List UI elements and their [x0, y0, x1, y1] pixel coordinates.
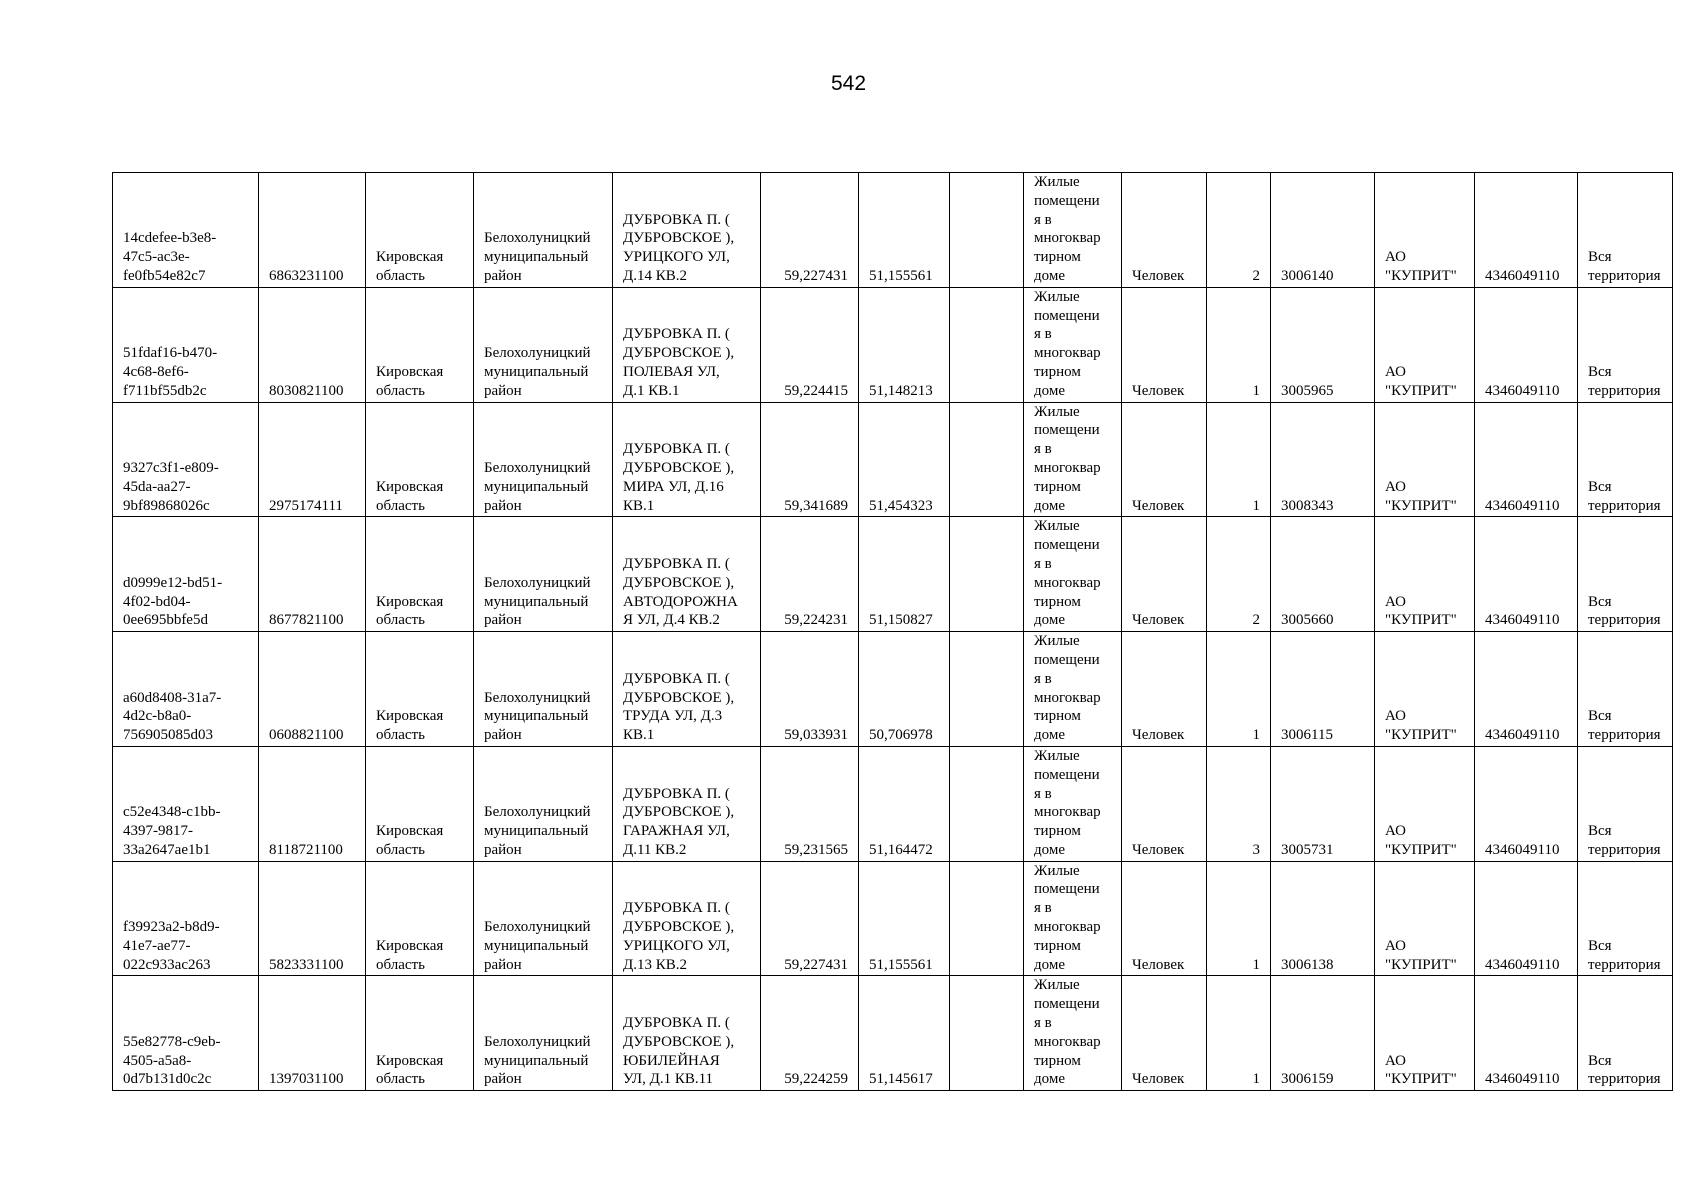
cell-territory — [1578, 861, 1673, 976]
cell-address — [613, 746, 761, 861]
cell-count-text: 2 — [1252, 612, 1260, 629]
cell-premises-type — [1024, 746, 1122, 861]
cell-district — [474, 173, 613, 288]
cell-unit — [1122, 632, 1207, 747]
cell-organization — [1375, 287, 1475, 402]
cell-latitude — [761, 861, 859, 976]
cell-empty — [950, 517, 1024, 632]
cell-inn-text: 4346049110 — [1485, 727, 1560, 744]
cell-region — [366, 632, 474, 747]
cell-region-text: Кировская область — [376, 593, 444, 629]
cell-organization-text: АО "КУПРИТ" — [1385, 363, 1457, 399]
cell-territory — [1578, 402, 1673, 517]
cell-address-text: ДУБРОВКА П. ( ДУБРОВСКОЕ ), УРИЦКОГО УЛ, Д.13 КВ.2 — [623, 900, 735, 973]
cell-latitude-text: 59,224231 — [784, 612, 848, 629]
cell-latitude-text: 59,227431 — [784, 956, 848, 973]
cell-code-text: 6863231100 — [269, 267, 344, 284]
cell-longitude-text: 51,145617 — [869, 1071, 933, 1088]
cell-id-text: d0999e12-bd51- 4f02-bd04- 0ee695bbfe5d — [123, 574, 223, 629]
cell-premises-type — [1024, 517, 1122, 632]
cell-premises-type — [1024, 632, 1122, 747]
cell-code-text: 0608821100 — [269, 727, 344, 744]
cell-district-text: Белохолуницкий муниципальный район — [484, 919, 591, 973]
cell-address — [613, 173, 761, 288]
cell-id-text: f39923a2-b8d9- 41e7-ae77- 022c933ac263 — [123, 919, 220, 973]
cell-longitude-text: 51,164472 — [869, 841, 933, 858]
cell-district — [474, 287, 613, 402]
cell-organization-text: АО "КУПРИТ" — [1385, 823, 1457, 858]
cell-inn-text: 4346049110 — [1485, 497, 1560, 514]
cell-district — [474, 402, 613, 517]
cell-region — [366, 976, 474, 1091]
cell-organization-text: АО "КУПРИТ" — [1385, 708, 1457, 744]
cell-longitude-text: 51,148213 — [869, 382, 933, 399]
cell-code-text: 1397031100 — [269, 1071, 344, 1088]
cell-id — [113, 517, 259, 632]
cell-code — [259, 861, 366, 976]
cell-address-text: ДУБРОВКА П. ( ДУБРОВСКОЕ ), МИРА УЛ, Д.16 КВ.1 — [623, 441, 735, 514]
cell-district — [474, 976, 613, 1091]
cell-region-text: Кировская область — [376, 1052, 444, 1088]
cell-longitude-text: 51,150827 — [869, 612, 933, 629]
cell-id-text: a60d8408-31a7- 4d2c-b8a0- 756905085d03 — [123, 689, 222, 744]
cell-region — [366, 861, 474, 976]
cell-district-text: Белохолуницкий муниципальный район — [484, 804, 591, 858]
cell-unit — [1122, 517, 1207, 632]
cell-region — [366, 517, 474, 632]
cell-inn — [1475, 632, 1578, 747]
cell-account — [1271, 173, 1375, 288]
cell-code — [259, 632, 366, 747]
cell-inn-text: 4346049110 — [1485, 267, 1560, 284]
cell-latitude — [761, 287, 859, 402]
cell-premises-type-text: Жилые помещени я в многоквар тирном доме — [1034, 403, 1101, 514]
table-row — [113, 746, 1673, 861]
cell-premises-type-text: Жилые помещени я в многоквар тирном доме — [1034, 518, 1101, 629]
cell-empty — [950, 632, 1024, 747]
cell-empty — [950, 402, 1024, 517]
cell-id-text: 9327c3f1-e809- 45da-aa27- 9bf89868026c — [123, 459, 219, 514]
cell-longitude — [859, 287, 950, 402]
cell-count-text: 1 — [1252, 1071, 1260, 1088]
cell-id — [113, 861, 259, 976]
cell-territory-text: Вся территория — [1588, 1052, 1661, 1088]
cell-organization — [1375, 746, 1475, 861]
cell-district-text: Белохолуницкий муниципальный район — [484, 345, 591, 399]
cell-premises-type — [1024, 976, 1122, 1091]
cell-inn-text: 4346049110 — [1485, 612, 1560, 629]
cell-latitude-text: 59,224259 — [784, 1071, 848, 1088]
cell-longitude — [859, 746, 950, 861]
cell-count — [1207, 632, 1271, 747]
cell-inn-text: 4346049110 — [1485, 956, 1560, 973]
cell-empty — [950, 173, 1024, 288]
cell-organization — [1375, 861, 1475, 976]
cell-id-text: 14cdefee-b3e8- 47c5-ac3e- fe0fb54e82c7 — [123, 230, 217, 284]
cell-territory-text: Вся территория — [1588, 937, 1661, 973]
cell-premises-type-text: Жилые помещени я в многоквар тирном доме — [1034, 977, 1101, 1088]
cell-account — [1271, 861, 1375, 976]
cell-longitude-text: 51,155561 — [869, 267, 933, 284]
cell-longitude — [859, 861, 950, 976]
cell-district-text: Белохолуницкий муниципальный район — [484, 230, 591, 284]
cell-id — [113, 746, 259, 861]
cell-region-text: Кировская область — [376, 249, 444, 284]
cell-code-text: 5823331100 — [269, 956, 344, 973]
cell-unit — [1122, 746, 1207, 861]
cell-district — [474, 861, 613, 976]
cell-id — [113, 402, 259, 517]
cell-id — [113, 976, 259, 1091]
cell-address-text: ДУБРОВКА П. ( ДУБРОВСКОЕ ), ПОЛЕВАЯ УЛ, Д.1 КВ.1 — [623, 326, 735, 399]
cell-organization — [1375, 976, 1475, 1091]
cell-organization — [1375, 402, 1475, 517]
cell-account-text: 3006138 — [1281, 956, 1334, 973]
cell-district-text: Белохолуницкий муниципальный район — [484, 459, 591, 514]
cell-address — [613, 976, 761, 1091]
cell-longitude — [859, 517, 950, 632]
cell-code-text: 8677821100 — [269, 612, 344, 629]
table-row — [113, 976, 1673, 1091]
cell-code — [259, 517, 366, 632]
table-row — [113, 173, 1673, 288]
cell-count — [1207, 287, 1271, 402]
cell-inn — [1475, 976, 1578, 1091]
cell-code-text: 8118721100 — [269, 841, 343, 858]
cell-latitude — [761, 173, 859, 288]
cell-code-text: 8030821100 — [269, 382, 344, 399]
cell-id — [113, 287, 259, 402]
cell-latitude-text: 59,231565 — [784, 841, 848, 858]
cell-inn — [1475, 287, 1578, 402]
table-row — [113, 632, 1673, 747]
cell-code — [259, 287, 366, 402]
cell-inn — [1475, 746, 1578, 861]
cell-address — [613, 861, 761, 976]
cell-region — [366, 287, 474, 402]
cell-unit-text: Человек — [1132, 841, 1185, 858]
cell-inn — [1475, 173, 1578, 288]
cell-unit-text: Человек — [1132, 956, 1185, 973]
cell-code — [259, 976, 366, 1091]
cell-territory-text: Вся территория — [1588, 823, 1661, 858]
cell-inn — [1475, 402, 1578, 517]
cell-count — [1207, 976, 1271, 1091]
cell-premises-type — [1024, 861, 1122, 976]
cell-inn-text: 4346049110 — [1485, 841, 1560, 858]
cell-id-text: 55e82778-c9eb- 4505-a5a8- 0d7b131d0c2c — [123, 1033, 221, 1088]
cell-id — [113, 632, 259, 747]
cell-count-text: 1 — [1252, 727, 1260, 744]
cell-latitude-text: 59,224415 — [784, 382, 848, 399]
cell-count-text: 2 — [1252, 267, 1260, 284]
cell-organization — [1375, 173, 1475, 288]
cell-premises-type — [1024, 287, 1122, 402]
cell-organization-text: АО "КУПРИТ" — [1385, 478, 1457, 514]
cell-organization — [1375, 517, 1475, 632]
table-row — [113, 402, 1673, 517]
cell-district-text: Белохолуницкий муниципальный район — [484, 574, 591, 629]
cell-address — [613, 632, 761, 747]
cell-organization-text: АО "КУПРИТ" — [1385, 937, 1457, 973]
cell-longitude-text: 51,454323 — [869, 497, 933, 514]
cell-region-text: Кировская область — [376, 363, 444, 399]
cell-organization-text: АО "КУПРИТ" — [1385, 593, 1457, 629]
cell-account — [1271, 976, 1375, 1091]
cell-premises-type — [1024, 402, 1122, 517]
cell-inn — [1475, 517, 1578, 632]
cell-premises-type-text: Жилые помещени я в многоквар тирном доме — [1034, 633, 1101, 744]
cell-account — [1271, 517, 1375, 632]
cell-code — [259, 173, 366, 288]
cell-territory — [1578, 746, 1673, 861]
cell-longitude-text: 51,155561 — [869, 956, 933, 973]
cell-inn — [1475, 861, 1578, 976]
cell-premises-type-text: Жилые помещени я в многоквар тирном доме — [1034, 862, 1101, 973]
cell-address-text: ДУБРОВКА П. ( ДУБРОВСКОЕ ), ЮБИЛЕЙНАЯ УЛ, Д.1 КВ.11 — [623, 1015, 735, 1088]
cell-territory — [1578, 287, 1673, 402]
cell-territory — [1578, 632, 1673, 747]
cell-latitude-text: 59,341689 — [784, 497, 848, 514]
cell-district — [474, 517, 613, 632]
cell-longitude — [859, 173, 950, 288]
cell-address — [613, 402, 761, 517]
cell-territory-text: Вся территория — [1588, 708, 1661, 744]
cell-account — [1271, 632, 1375, 747]
cell-territory-text: Вся территория — [1588, 478, 1661, 514]
cell-unit-text: Человек — [1132, 382, 1185, 399]
cell-account-text: 3005965 — [1281, 382, 1334, 399]
cell-empty — [950, 746, 1024, 861]
cell-unit-text: Человек — [1132, 497, 1185, 514]
cell-count — [1207, 517, 1271, 632]
cell-premises-type-text: Жилые помещени я в многоквар тирном доме — [1034, 174, 1101, 284]
cell-territory-text: Вся территория — [1588, 593, 1661, 629]
cell-count — [1207, 861, 1271, 976]
cell-count-text: 1 — [1252, 382, 1260, 399]
records-body — [113, 173, 1673, 1091]
cell-region-text: Кировская область — [376, 478, 444, 514]
table-row — [113, 517, 1673, 632]
table-row — [113, 287, 1673, 402]
cell-code-text: 2975174111 — [269, 497, 343, 514]
cell-count — [1207, 173, 1271, 288]
cell-empty — [950, 287, 1024, 402]
cell-address-text: ДУБРОВКА П. ( ДУБРОВСКОЕ ), АВТОДОРОЖНА Я УЛ, Д.4 КВ.2 — [623, 555, 738, 629]
cell-organization — [1375, 632, 1475, 747]
cell-unit-text: Человек — [1132, 727, 1185, 744]
cell-empty — [950, 976, 1024, 1091]
cell-territory — [1578, 517, 1673, 632]
cell-count — [1207, 402, 1271, 517]
cell-unit — [1122, 173, 1207, 288]
cell-organization-text: АО "КУПРИТ" — [1385, 249, 1457, 284]
cell-region — [366, 746, 474, 861]
cell-count-text: 1 — [1252, 497, 1260, 514]
cell-region-text: Кировская область — [376, 823, 444, 858]
cell-latitude — [761, 517, 859, 632]
cell-territory — [1578, 976, 1673, 1091]
cell-region — [366, 402, 474, 517]
cell-account-text: 3005731 — [1281, 841, 1334, 858]
cell-latitude-text: 59,227431 — [784, 267, 848, 284]
page-number: 542 — [830, 72, 867, 95]
cell-territory — [1578, 173, 1673, 288]
cell-account — [1271, 402, 1375, 517]
cell-unit — [1122, 861, 1207, 976]
cell-region — [366, 173, 474, 288]
cell-address-text: ДУБРОВКА П. ( ДУБРОВСКОЕ ), ГАРАЖНАЯ УЛ, Д.11 КВ.2 — [623, 785, 735, 858]
cell-region-text: Кировская область — [376, 708, 444, 744]
cell-latitude-text: 59,033931 — [784, 727, 848, 744]
cell-district-text: Белохолуницкий муниципальный район — [484, 689, 591, 744]
cell-id-text: 51fdaf16-b470- 4c68-8ef6- f711bf55db2c — [123, 345, 218, 399]
cell-territory-text: Вся территория — [1588, 249, 1661, 284]
table-row — [113, 861, 1673, 976]
cell-address-text: ДУБРОВКА П. ( ДУБРОВСКОЕ ), УРИЦКОГО УЛ, Д.14 КВ.2 — [623, 211, 735, 284]
cell-account — [1271, 746, 1375, 861]
cell-empty — [950, 861, 1024, 976]
cell-unit — [1122, 287, 1207, 402]
cell-address — [613, 287, 761, 402]
cell-unit-text: Человек — [1132, 267, 1185, 284]
cell-account — [1271, 287, 1375, 402]
cell-account-text: 3006115 — [1281, 727, 1333, 744]
cell-latitude — [761, 746, 859, 861]
cell-district-text: Белохолуницкий муниципальный район — [484, 1033, 591, 1088]
cell-latitude — [761, 976, 859, 1091]
cell-organization-text: АО "КУПРИТ" — [1385, 1052, 1457, 1088]
cell-latitude — [761, 402, 859, 517]
cell-district — [474, 746, 613, 861]
cell-premises-type-text: Жилые помещени я в многоквар тирном доме — [1034, 747, 1101, 858]
cell-address-text: ДУБРОВКА П. ( ДУБРОВСКОЕ ), ТРУДА УЛ, Д.3 КВ.1 — [623, 670, 735, 744]
cell-code — [259, 746, 366, 861]
records-table — [112, 172, 1673, 1091]
cell-district — [474, 632, 613, 747]
cell-count — [1207, 746, 1271, 861]
cell-territory-text: Вся территория — [1588, 363, 1661, 399]
cell-latitude — [761, 632, 859, 747]
cell-unit — [1122, 976, 1207, 1091]
cell-region-text: Кировская область — [376, 937, 444, 973]
cell-longitude — [859, 402, 950, 517]
cell-unit-text: Человек — [1132, 612, 1185, 629]
cell-inn-text: 4346049110 — [1485, 382, 1560, 399]
cell-longitude — [859, 632, 950, 747]
cell-unit — [1122, 402, 1207, 517]
cell-count-text: 3 — [1252, 841, 1260, 858]
cell-address — [613, 517, 761, 632]
cell-longitude-text: 50,706978 — [869, 727, 933, 744]
cell-account-text: 3008343 — [1281, 497, 1334, 514]
cell-code — [259, 402, 366, 517]
cell-count-text: 1 — [1252, 956, 1260, 973]
cell-account-text: 3005660 — [1281, 612, 1334, 629]
cell-account-text: 3006140 — [1281, 267, 1334, 284]
cell-unit-text: Человек — [1132, 1071, 1185, 1088]
cell-id — [113, 173, 259, 288]
cell-id-text: c52e4348-c1bb- 4397-9817- 33a2647ae1b1 — [123, 804, 221, 858]
cell-longitude — [859, 976, 950, 1091]
cell-premises-type-text: Жилые помещени я в многоквар тирном доме — [1034, 288, 1101, 399]
cell-inn-text: 4346049110 — [1485, 1071, 1560, 1088]
cell-account-text: 3006159 — [1281, 1071, 1334, 1088]
cell-premises-type — [1024, 173, 1122, 288]
